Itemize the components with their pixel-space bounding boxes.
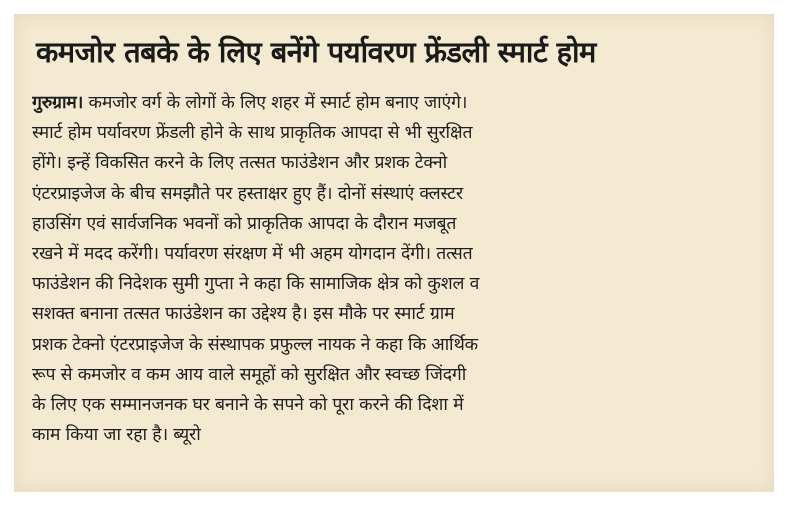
body-line: फाउंडेशन की निदेशक सुमी गुप्ता ने कहा कि सामाजिक क्षेत्र को कुशल व xyxy=(32,274,480,295)
body-line: सशक्त बनाना तत्सत फाउंडेशन का उद्देश्य है। इस मौके पर स्मार्ट ग्राम xyxy=(32,304,455,325)
body-line: स्मार्ट होम पर्यावरण फ्रेंडली होने के साथ प्राकृतिक आपदा से भी सुरक्षित xyxy=(32,123,473,144)
headline: कमजोर तबके के लिए बनेंगे पर्यावरण फ्रेंडली स्मार्ट होम xyxy=(36,35,596,69)
body-line-text: कमजोर वर्ग के लोगों के लिए शहर में स्मार्ट होम बनाए जाएंगे। xyxy=(83,93,468,113)
body-line: काम किया जा रहा है। ब्यूरो xyxy=(32,425,201,446)
body-line: रखने में मदद करेंगी। पर्यावरण संरक्षण में भी अहम योगदान देंगी। तत्सत xyxy=(32,244,473,265)
body-line xyxy=(32,88,760,118)
newspaper-clipping xyxy=(14,14,774,492)
body-line: एंटरप्राइजेज के बीच समझौते पर हस्ताक्षर हुए हैं। दोनों संस्थाएं क्लस्टर xyxy=(32,183,463,204)
body-line: हाउसिंग एवं सार्वजनिक भवनों को प्राकृतिक आपदा के दौरान मजबूत xyxy=(32,213,457,234)
dateline: गुरुग्राम। xyxy=(32,93,84,113)
body-line: होंगे। इन्हें विकसित करने के लिए तत्सत फाउंडेशन और प्रशक टेक्नो xyxy=(32,153,447,174)
body-line: प्रशक टेक्नो एंटरप्राइजेज के संस्थापक प्रफुल्ल नायक ने कहा कि आर्थिक xyxy=(32,334,478,355)
body-line: रूप से कमजोर व कम आय वाले समूहों को सुरक्षित और स्वच्छ जिंदगी xyxy=(32,364,467,385)
body-line: के लिए एक सम्मानजनक घर बनाने के सपने को पूरा करने की दिशा में xyxy=(32,395,464,416)
article-body xyxy=(32,88,760,450)
